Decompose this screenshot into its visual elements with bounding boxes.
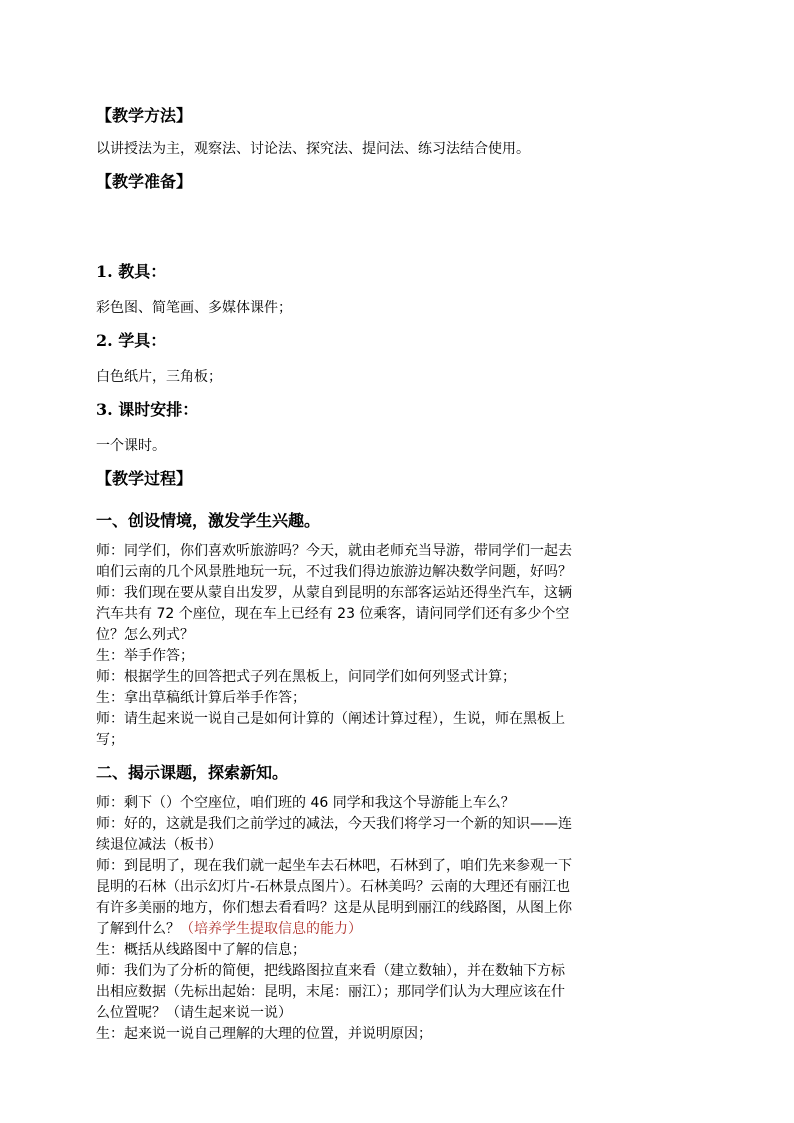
part2-line: 有许多美丽的地方，你们想去看看吗？这是从昆明到丽江的线路图，从图上你 — [96, 900, 572, 916]
method-text: 以讲授法为主，观察法、讨论法、探究法、提问法、练习法结合使用。 — [96, 141, 530, 157]
part2-line: 师：好的，这就是我们之前学过的减法，今天我们将学习一个新的知识——连 — [96, 816, 572, 832]
part2-line-prefix: 了解到什么？ — [96, 921, 180, 937]
part2-line: 出相应数据（先标出起始：昆明，末尾：丽江）；那同学们认为大理应该在什 — [96, 984, 565, 1000]
schedule-text: 一个课时。 — [96, 438, 166, 454]
part1-line: 汽车共有 72 个座位，现在车上已经有 23 位乘客，请问同学们还有多少个空 — [96, 606, 570, 622]
part1-line: 写； — [96, 732, 124, 748]
document-page — [96, 104, 656, 1045]
part2-line: 师：剩下（）个空座位，咱们班的 46 同学和我这个导游能上车么？ — [96, 795, 515, 811]
part2-line: 生：起来说一说自己理解的大理的位置，并说明原因； — [96, 1026, 432, 1042]
student-tools-text: 白色纸片，三角板； — [96, 369, 222, 385]
part2-line: 师：我们为了分析的简便，把线路图拉直来看（建立数轴），并在数轴下方标 — [96, 963, 565, 979]
part1-line: 师：根据学生的回答把式子列在黑板上，问同学们如何列竖式计算； — [96, 669, 516, 685]
teaching-tools-text: 彩色图、简笔画、多媒体课件； — [96, 300, 292, 316]
section-title-prep: 【教学准备】 — [96, 172, 193, 191]
part1-title: 一、创设情境，激发学生兴趣。 — [96, 511, 321, 530]
part2-line: 么位置呢？（请生起来说一说） — [96, 1005, 292, 1021]
part2-line-with-note — [96, 919, 656, 940]
part2-line: 生：概括从线路图中了解的信息； — [96, 942, 306, 958]
part1-body — [96, 541, 656, 751]
part1-line: 师：同学们，你们喜欢听旅游吗？今天，就由老师充当导游，带同学们一起去 — [96, 543, 572, 559]
teaching-note: （培养学生提取信息的能力） — [180, 921, 362, 937]
part1-line: 师：请生起来说一说自己是如何计算的（阐述计算过程），生说，师在黑板上 — [96, 711, 565, 727]
section-title-process: 【教学过程】 — [96, 469, 193, 488]
student-tools-title: 2. 学具： — [96, 331, 167, 350]
part2-body — [96, 793, 656, 1045]
part1-line: 位？怎么列式？ — [96, 627, 194, 643]
schedule-title: 3. 课时安排： — [96, 400, 199, 419]
part1-line: 生：举手作答； — [96, 648, 194, 664]
part2-line: 师：到昆明了，现在我们就一起坐车去石林吧，石林到了，咱们先来参观一下 — [96, 858, 572, 874]
part1-line: 生：拿出草稿纸计算后举手作答； — [96, 690, 306, 706]
part1-line: 咱们云南的几个风景胜地玩一玩，不过我们得边旅游边解决数学问题，好吗？ — [96, 564, 572, 580]
teaching-tools-title: 1. 教具： — [96, 262, 167, 281]
part2-line: 续退位减法（板书） — [96, 837, 222, 853]
part2-title: 二、揭示课题，探索新知。 — [96, 763, 289, 782]
part1-line: 师：我们现在要从蒙自出发罗，从蒙自到昆明的东部客运站还得坐汽车，这辆 — [96, 585, 572, 601]
part2-line: 昆明的石林（出示幻灯片-石林景点图片）。石林美吗？云南的大理还有丽江也 — [96, 879, 571, 895]
section-title-method: 【教学方法】 — [96, 106, 193, 125]
